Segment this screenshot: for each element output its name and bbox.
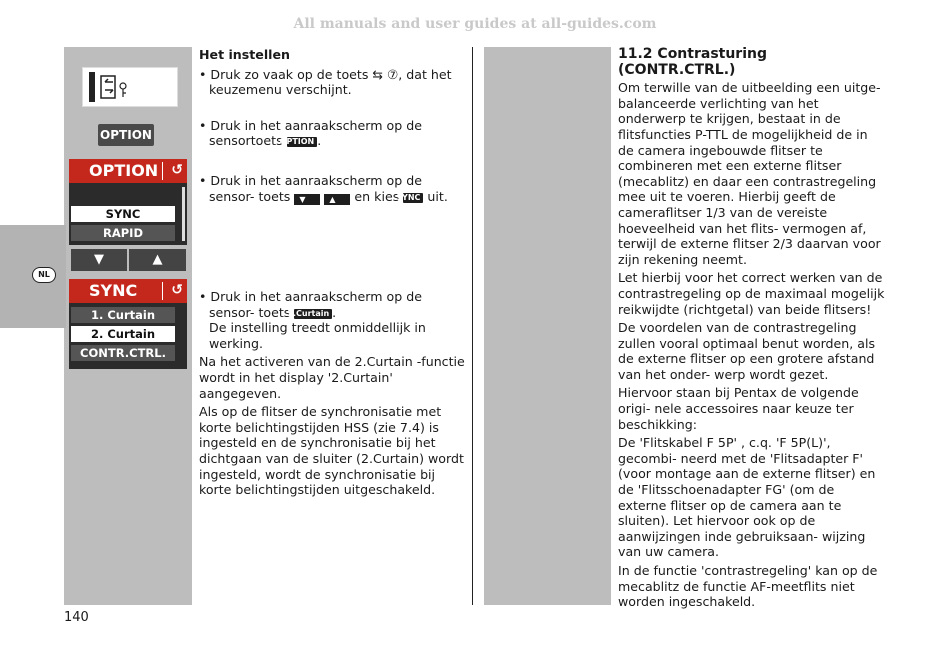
- paragraph-3: De voordelen van de contrastregeling zullen vooral optimaal benut worden, als de externe flitser op een grotere afstand van het onder- werp wordt gezet.: [618, 320, 876, 382]
- separator: [162, 282, 163, 300]
- paragraph-1: Om terwille van de uitbeelding een uitge- balanceerde verlichting van het onderwerp te krijgen, bestaat in de flitsfuncties P-TTL de mogelijkheid de in de camera ingebouwde flitser te combineren met een externe flitser (mecablitz) en daar een contrastregeling mee uit te voeren. Hierbij geeft de cameraflitser 1/3 van de vereiste hoeveelheid van het flits- vermogen af, terwijl de externe flitser 2/3 daarvan voor zijn rekening neemt.: [618, 80, 881, 267]
- menu-item-rapid[interactable]: RAPID: [71, 225, 175, 241]
- sync-menu-panel: [69, 279, 187, 369]
- paragraph-6: In de functie 'contrastregeling' kan op de mecablitz de functie AF-meetflits niet worden ingeschakeld.: [618, 563, 878, 610]
- sync-menu-title: SYNC: [69, 279, 187, 303]
- back-icon[interactable]: ↺: [171, 282, 183, 298]
- option-menu-panel: [69, 159, 187, 245]
- section-heading: Het instellen: [199, 47, 290, 62]
- step-4-note: De instelling treedt onmiddellijk in werking.: [209, 320, 426, 351]
- menu-item-1-curtain[interactable]: 1. Curtain: [71, 307, 175, 323]
- up-arrow-icon: ▲: [324, 194, 350, 205]
- menu-item-contr-ctrl[interactable]: CONTR.CTRL.: [71, 345, 175, 361]
- menu-item-2-curtain[interactable]: 2. Curtain: [71, 326, 175, 342]
- step-4: [199, 289, 467, 320]
- step-2-text: • Druk in het aanraakscherm op de sensortoets: [199, 117, 422, 149]
- step-2-end: .: [317, 133, 322, 149]
- menu-item-sync[interactable]: SYNC: [71, 206, 175, 222]
- step-4-end: .: [332, 304, 337, 320]
- step-3: [199, 173, 467, 205]
- step-2: [199, 118, 467, 149]
- back-icon[interactable]: ↺: [171, 162, 183, 178]
- step-3-text: • Druk in het aanraakscherm op de sensor- toets: [199, 172, 422, 204]
- down-arrow-icon: ▼: [294, 194, 320, 205]
- menu-toggle-icon: [83, 68, 177, 106]
- scroll-up-button[interactable]: ▲: [129, 249, 186, 271]
- section-title: 11.2 Contrasturing (CONTR.CTRL.): [618, 46, 768, 78]
- paragraph-5: De 'Flitskabel F 5P' , c.q. 'F 5P(L)', gecombi- neerd met de 'Flitsadapter F' (voor montage aan de externe flitser) en de 'Flitsschoenadapter FG' (om de externe flitser op de camera aan te sluiten). Let hiervoor ook op de aanwijzingen inde gebruiksaan- wijzing van uw camera.: [618, 435, 876, 560]
- paragraph-2: Let hierbij voor het correct werken van de contrastregeling op de maximaal mogelijk reikwijdte (richtgetal) van beide flitsers!: [618, 270, 885, 317]
- figure-column-right: [484, 47, 611, 605]
- column-divider: [472, 47, 473, 605]
- watermark: All manuals and user guides at all-guides.com: [293, 16, 657, 32]
- option-menu-title: OPTION: [69, 159, 187, 183]
- scroll-down-button[interactable]: ▼: [71, 249, 127, 271]
- paragraph-4: Hiervoor staan bij Pentax de volgende origi- nele accessoires naar keuze ter beschikking:: [618, 385, 859, 432]
- right-text-column: [618, 47, 886, 610]
- sync-chip: SYNC: [403, 193, 423, 203]
- step-3-mid: en kies: [354, 188, 400, 204]
- scrollbar[interactable]: [182, 187, 185, 241]
- step-3-end: uit.: [427, 188, 448, 204]
- left-text-column-lower: [199, 289, 467, 498]
- page-number: 140: [64, 610, 89, 625]
- paragraph-2-curtain: Na het activeren van de 2.Curtain -functie wordt in het display '2.Curtain' aangegeven.: [199, 354, 465, 401]
- flash-mode-icon-illustration: [82, 67, 178, 107]
- language-badge: NL: [32, 267, 56, 283]
- step-1: • Druk zo vaak op de toets ⇆ ⑦, dat het keuzemenu verschijnt.: [199, 66, 452, 98]
- option-button[interactable]: OPTION: [98, 124, 154, 146]
- left-text-column: [199, 47, 467, 205]
- option-chip: OPTION: [287, 137, 318, 147]
- 2-curtain-chip: 2.Curtain: [294, 309, 332, 319]
- separator: [162, 162, 163, 180]
- step-4-text: • Druk in het aanraakscherm op de sensor- toets: [199, 289, 422, 320]
- paragraph-hss: Als op de flitser de synchronisatie met korte belichtingstijden HSS (zie 7.4) is ingesteld en de synchronisatie bij het dichtgaan van de sluiter (2.Curtain) wordt ingesteld, wordt de synchronisatie bij korte belichtingstijden uitgeschakeld.: [199, 404, 464, 498]
